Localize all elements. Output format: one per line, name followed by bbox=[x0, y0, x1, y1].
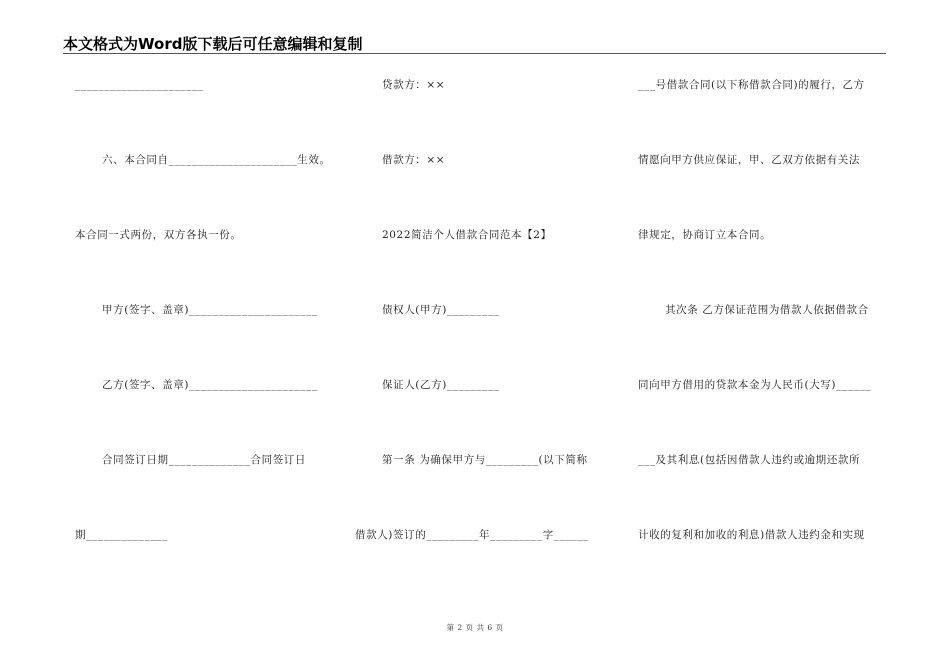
text-line: 借款方：×× bbox=[382, 154, 446, 166]
text-line: 计收的复利和加收的利息)借款人违约金和实现 bbox=[638, 529, 865, 541]
text-line: 律规定，协商订立本合同。 bbox=[638, 229, 772, 241]
text-column-right bbox=[638, 0, 888, 672]
text-line: 其次条 乙方保证范围为借款人依据借款合 bbox=[665, 304, 869, 316]
text-line: 甲方(签字、盖章)______________________ bbox=[102, 304, 318, 316]
text-line: 保证人(乙方)_________ bbox=[382, 379, 500, 391]
text-line: 2022简洁个人借款合同范本【2】 bbox=[382, 229, 552, 241]
text-line: 债权人(甲方)_________ bbox=[382, 304, 500, 316]
text-line: 情愿向甲方供应保证，甲、乙双方依据有关法 bbox=[638, 154, 860, 166]
text-column-left bbox=[75, 0, 331, 672]
text-column-middle bbox=[355, 0, 610, 672]
text-line: 本合同一式两份，双方各执一份。 bbox=[75, 229, 242, 241]
text-line: 借款人)签订的_________年_________字______ bbox=[355, 529, 589, 541]
page-indicator: 第 2 页 共 6 页 bbox=[446, 623, 504, 632]
text-line: 乙方(签字、盖章)______________________ bbox=[102, 379, 318, 391]
text-line: 六、本合同自______________________生效。 bbox=[102, 154, 331, 166]
text-line: 第一条 为确保甲方与_________(以下简称 bbox=[382, 454, 588, 466]
text-line: ___号借款合同(以下称借款合同)的履行，乙方 bbox=[638, 79, 865, 91]
text-line: 合同签订日期______________合同签订日 bbox=[102, 454, 306, 466]
text-line: 贷款方：×× bbox=[382, 79, 446, 91]
document-header-title: 本文格式为Word版下载后可任意编辑和复制 bbox=[63, 35, 363, 53]
text-line: ___及其利息(包括因借款人违约或逾期还款所 bbox=[638, 454, 861, 466]
text-line: 期______________ bbox=[75, 529, 168, 541]
text-line: 同向甲方借用的贷款本金为人民币(大写)______ bbox=[638, 379, 872, 391]
text-line: ______________________ bbox=[75, 79, 204, 91]
